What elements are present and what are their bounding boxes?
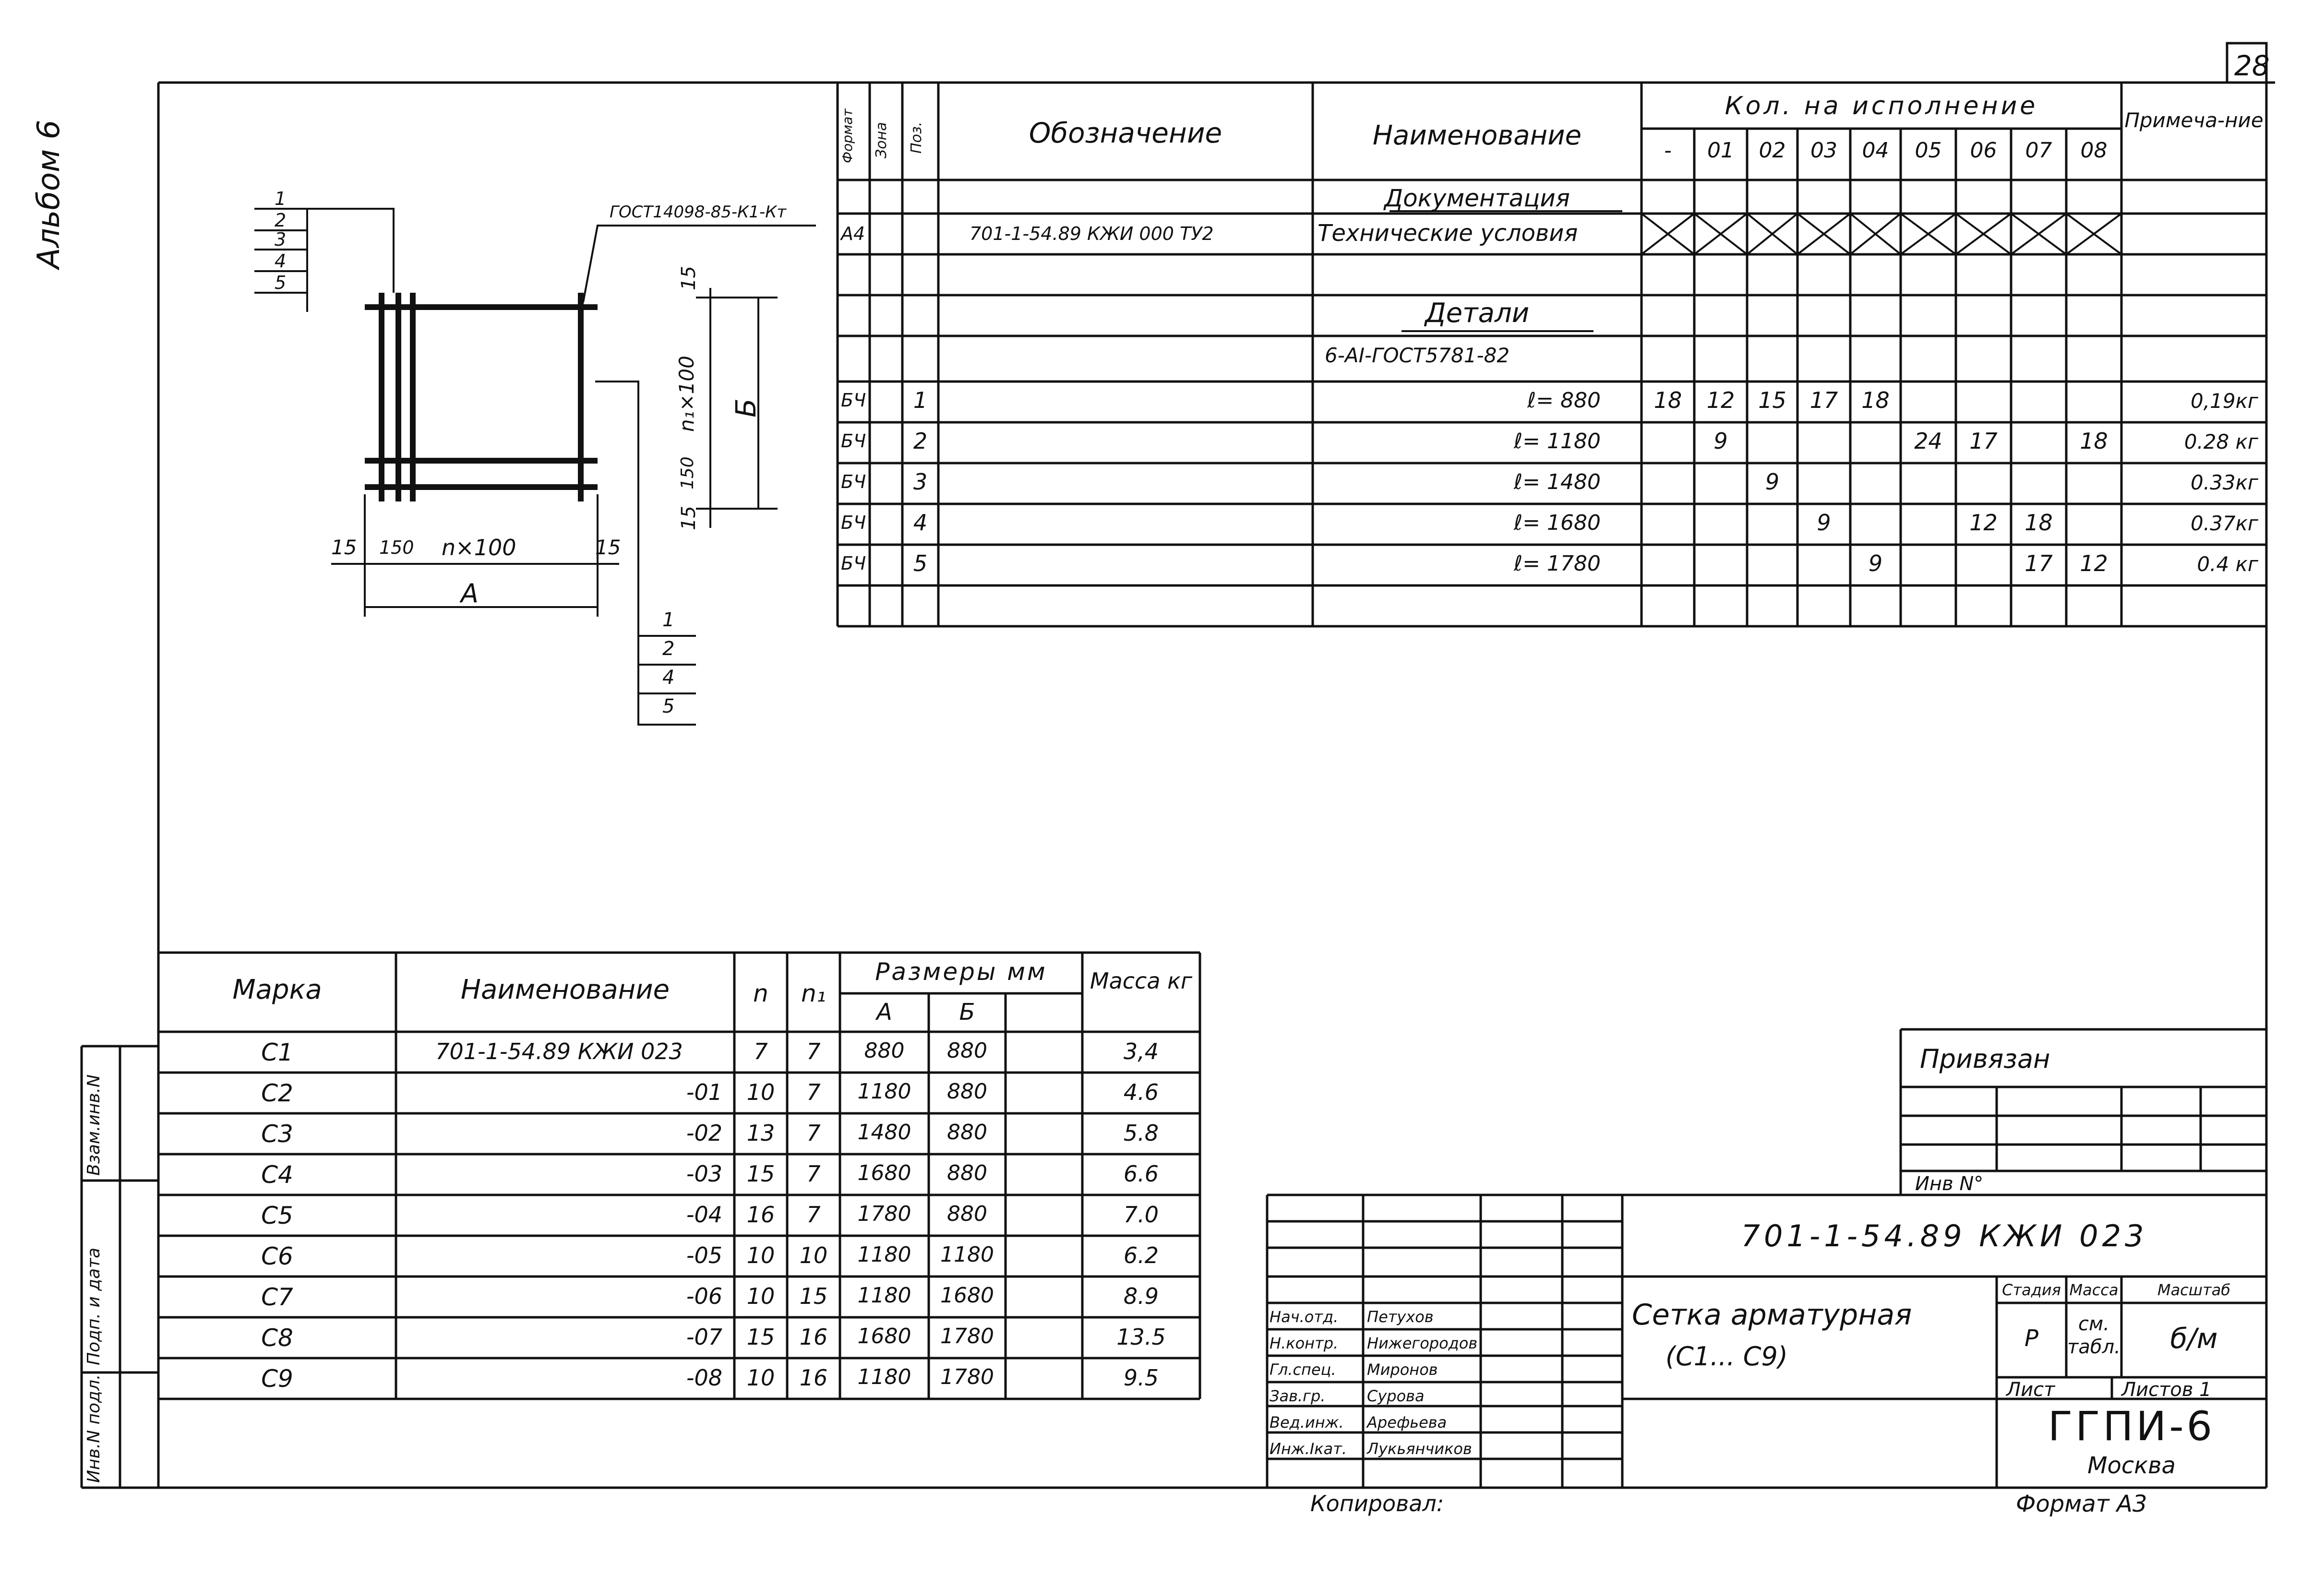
marks-row-n1: 7 — [806, 1120, 821, 1146]
marks-row-mass: 3,4 — [1123, 1038, 1159, 1064]
spec-row-format: БЧ — [841, 471, 866, 492]
marks-row-n: 15 — [746, 1324, 775, 1350]
signature-role: Н.контр. — [1270, 1334, 1339, 1352]
sheets-label: Листов 1 — [2121, 1379, 2212, 1401]
marks-row-mass: 6.6 — [1123, 1161, 1159, 1187]
marks-row-n1: 7 — [806, 1202, 821, 1228]
weld-reference: ГОСТ14098-85-К1-Кт — [610, 203, 787, 222]
stage-header: Стадия — [2002, 1281, 2061, 1299]
marks-row-name: -02 — [686, 1120, 722, 1146]
signature-name: Арефьева — [1367, 1413, 1447, 1432]
marks-row-a: 1180 — [857, 1365, 911, 1389]
marks-header-mark: Марка — [232, 974, 322, 1005]
spec-row-pos: 1 — [913, 387, 928, 413]
marks-row-b: 880 — [947, 1079, 987, 1104]
side-label-replace: Взам.инв.N — [84, 1074, 104, 1176]
signature-role: Зав.гр. — [1270, 1387, 1326, 1405]
marks-row-name: -06 — [686, 1283, 722, 1309]
marks-row-name: 701-1-54.89 КЖИ 023 — [435, 1038, 683, 1064]
spec-row-note: 0.37кг — [2191, 512, 2258, 535]
signature-name: Миронов — [1367, 1360, 1438, 1379]
spec-row-qty: 17 — [1809, 387, 1838, 413]
dim-15-bottom: 15 — [678, 506, 700, 530]
marks-row-a: 1680 — [857, 1161, 911, 1185]
variant-header-5: 05 — [1915, 138, 1942, 163]
marks-row-b: 880 — [947, 1202, 987, 1226]
marks-row-n: 10 — [746, 1283, 775, 1309]
marks-row-n: 10 — [746, 1242, 775, 1268]
marks-row-n1: 16 — [799, 1324, 828, 1350]
marks-header-b: Б — [959, 999, 975, 1026]
marks-row-n: 10 — [746, 1365, 775, 1391]
copied-label: Копировал: — [1310, 1491, 1444, 1516]
spec-row-format: БЧ — [841, 553, 866, 574]
spec-row-name: ℓ= 1680 — [1513, 511, 1601, 535]
marks-row-a: 1180 — [857, 1079, 911, 1104]
signature-role: Инж.Iкат. — [1270, 1440, 1347, 1458]
spec-row-note: 0.28 кг — [2184, 430, 2258, 453]
spec-row-qty: 24 — [1914, 428, 1942, 454]
marks-row-b: 1180 — [940, 1242, 994, 1267]
spec-row-qty: 18 — [2025, 510, 2053, 536]
leader-label-top: 3 — [275, 229, 287, 250]
spec-row-qty: 9 — [1765, 469, 1780, 495]
dim-n1x100: n₁×100 — [675, 356, 698, 432]
spec-row-format: БЧ — [841, 512, 866, 533]
signature-role: Нач.отд. — [1270, 1308, 1339, 1326]
marks-row-n1: 10 — [799, 1242, 828, 1268]
marks-header-mass: Масса кг — [1090, 968, 1193, 994]
album-label: Альбом 6 — [31, 119, 67, 269]
variant-header-3: 03 — [1810, 138, 1837, 163]
sheet-label: Лист — [2006, 1379, 2055, 1401]
variant-header-1: 01 — [1707, 138, 1734, 163]
marks-row-name: -04 — [686, 1202, 722, 1228]
spec-row-qty: 15 — [1758, 387, 1786, 413]
dim-15-left: 15 — [331, 536, 357, 559]
spec-row-qty: 12 — [2080, 550, 2108, 576]
dim-15-right: 15 — [595, 536, 621, 559]
marks-row-b: 1780 — [940, 1365, 994, 1389]
leader-label-top: 1 — [275, 188, 287, 209]
variant-header-2: 02 — [1759, 138, 1786, 163]
variant-header-6: 06 — [1970, 138, 1997, 163]
marks-row-n: 10 — [746, 1079, 775, 1105]
marks-row-n1: 7 — [806, 1161, 821, 1187]
spec-header-qty: Кол. на исполнение — [1725, 92, 2038, 120]
scale-value: б/м — [2170, 1322, 2218, 1355]
marks-row-n: 15 — [746, 1161, 775, 1187]
section-details: Детали — [1425, 298, 1530, 329]
side-label-sign: Подп. и дата — [84, 1247, 104, 1365]
spec-row-qty: 12 — [1969, 510, 1998, 536]
marks-header-name: Наименование — [460, 974, 670, 1005]
title-line-1: Сетка арматурная — [1632, 1298, 1912, 1332]
inv-no-label: Инв N° — [1915, 1173, 1984, 1195]
spec-row-qty: 9 — [1817, 510, 1831, 536]
marks-row-b: 880 — [947, 1120, 987, 1145]
privyazan-label: Привязан — [1920, 1044, 2050, 1074]
signature-name: Сурова — [1367, 1387, 1425, 1405]
marks-row-n1: 7 — [806, 1079, 821, 1105]
variant-header-7: 07 — [2025, 138, 2052, 163]
doc-row-designation: 701-1-54.89 КЖИ 000 ТУ2 — [970, 223, 1214, 244]
section-documentation: Документация — [1384, 184, 1570, 212]
variant-header-4: 04 — [1862, 138, 1889, 163]
marks-row-mark: С5 — [261, 1202, 293, 1229]
marks-row-a: 1680 — [857, 1324, 911, 1348]
marks-row-n1: 7 — [806, 1038, 821, 1064]
marks-row-name: -03 — [686, 1161, 722, 1187]
marks-row-mass: 6.2 — [1123, 1242, 1159, 1268]
marks-row-name: -08 — [686, 1365, 722, 1391]
spec-header-pos: Поз. — [908, 121, 925, 154]
spec-row-pos: 5 — [913, 550, 928, 576]
dim-b: Б — [730, 398, 762, 418]
leader-label-top: 2 — [275, 210, 287, 231]
spec-row-note: 0.33кг — [2191, 471, 2258, 494]
marks-row-n: 13 — [746, 1120, 775, 1146]
mass-value: см. табл. — [2067, 1313, 2120, 1358]
marks-row-mass: 5.8 — [1123, 1120, 1159, 1146]
spec-header-name: Наименование — [1372, 120, 1582, 151]
spec-row-format: БЧ — [841, 430, 866, 452]
format-label: Формат А3 — [2016, 1491, 2147, 1517]
marks-row-mass: 9.5 — [1123, 1365, 1159, 1391]
spec-row-name: ℓ= 1780 — [1513, 551, 1601, 576]
marks-row-mass: 4.6 — [1123, 1079, 1159, 1105]
marks-row-a: 1180 — [857, 1283, 911, 1308]
organization: ГГПИ-6 — [2048, 1403, 2216, 1450]
spec-row-name: ℓ= 1480 — [1513, 470, 1601, 494]
mass-header: Масса — [2069, 1281, 2119, 1299]
marks-header-sizes: Размеры мм — [875, 958, 1047, 986]
spec-row-note: 0,19кг — [2191, 389, 2258, 413]
marks-row-a: 1780 — [857, 1202, 911, 1226]
title-line-2: (С1... С9) — [1665, 1341, 1788, 1372]
dim-150-bottom: 150 — [678, 456, 697, 489]
marks-row-a: 1180 — [857, 1242, 911, 1267]
marks-row-a: 880 — [864, 1038, 905, 1063]
doc-row-name: Технические условия — [1318, 220, 1578, 247]
doc-row-format: А4 — [841, 223, 865, 244]
spec-header-note: Примеча-ние — [2124, 108, 2264, 132]
spec-row-name: ℓ= 880 — [1527, 388, 1601, 413]
spec-row-qty: 18 — [1653, 387, 1682, 413]
leader-label-bottom: 4 — [662, 667, 675, 689]
marks-header-a: А — [876, 999, 892, 1026]
variant-header-8: 08 — [2080, 138, 2108, 163]
spec-row-qty: 12 — [1706, 387, 1735, 413]
spec-header-zone: Зона — [873, 122, 890, 158]
spec-row-qty: 17 — [1969, 428, 1998, 454]
spec-header-designation: Обозначение — [1029, 117, 1222, 149]
signature-role: Гл.спец. — [1270, 1360, 1336, 1379]
marks-row-n: 16 — [746, 1202, 775, 1228]
spec-row-pos: 3 — [913, 469, 928, 495]
marks-row-name: -01 — [686, 1079, 722, 1105]
spec-row-qty: 9 — [1713, 428, 1728, 454]
leader-label-top: 5 — [275, 272, 287, 293]
spec-row-note: 0.4 кг — [2197, 552, 2258, 576]
leader-label-bottom: 5 — [662, 695, 675, 717]
marks-row-name: -07 — [686, 1324, 722, 1350]
sheet-number: 28 — [2234, 49, 2270, 82]
marks-row-mark: С1 — [261, 1038, 293, 1066]
marks-row-mark: С9 — [261, 1365, 293, 1393]
leader-label-bottom: 1 — [662, 609, 675, 631]
dim-nx100: n×100 — [442, 535, 516, 561]
leader-label-top: 4 — [275, 251, 287, 272]
marks-row-mass: 7.0 — [1123, 1202, 1159, 1228]
spec-row-qty: 9 — [1868, 550, 1883, 576]
spec-header-format: Формат — [839, 108, 855, 163]
marks-row-n: 7 — [754, 1038, 768, 1064]
marks-row-n1: 16 — [799, 1365, 828, 1391]
dim-15-top: 15 — [678, 266, 700, 290]
signature-role: Вед.инж. — [1270, 1413, 1344, 1432]
marks-row-b: 880 — [947, 1161, 987, 1185]
variant-header-0: - — [1664, 138, 1672, 163]
marks-header-n1: n₁ — [801, 979, 826, 1007]
marks-header-n: n — [753, 979, 768, 1007]
city: Москва — [2087, 1452, 2176, 1479]
scale-header: Масштаб — [2157, 1281, 2231, 1299]
signature-name: Лукьянчиков — [1367, 1440, 1472, 1458]
marks-row-mark: С8 — [261, 1324, 293, 1352]
marks-row-n1: 15 — [799, 1283, 828, 1309]
leader-label-bottom: 2 — [662, 638, 675, 660]
marks-row-name: -05 — [686, 1242, 722, 1268]
spec-row-qty: 17 — [2025, 550, 2053, 576]
marks-row-a: 1480 — [857, 1120, 911, 1145]
marks-row-mark: С2 — [261, 1079, 293, 1107]
spec-row-pos: 4 — [913, 510, 928, 536]
spec-row-qty: 18 — [2080, 428, 2108, 454]
marks-row-mass: 8.9 — [1123, 1283, 1159, 1309]
steel-grade: 6-АI-ГОСТ5781-82 — [1325, 344, 1510, 367]
signature-name: Нижегородов — [1367, 1334, 1478, 1352]
marks-row-mark: С6 — [261, 1242, 293, 1270]
stage-value: Р — [2025, 1325, 2038, 1352]
marks-row-mark: С7 — [261, 1283, 293, 1311]
signature-name: Петухов — [1367, 1308, 1434, 1326]
marks-row-b: 1680 — [940, 1283, 994, 1308]
dim-150-left: 150 — [379, 537, 414, 558]
marks-row-mass: 13.5 — [1116, 1324, 1166, 1350]
marks-row-mark: С3 — [261, 1120, 293, 1148]
spec-row-pos: 2 — [913, 428, 928, 454]
marks-row-b: 1780 — [940, 1324, 994, 1348]
dim-a: А — [461, 578, 479, 609]
spec-row-qty: 18 — [1861, 387, 1890, 413]
document-code: 701-1-54.89 КЖИ 023 — [1741, 1218, 2148, 1253]
spec-row-name: ℓ= 1180 — [1513, 429, 1601, 453]
spec-row-format: БЧ — [841, 390, 866, 411]
marks-row-b: 880 — [947, 1038, 987, 1063]
marks-row-mark: С4 — [261, 1161, 293, 1189]
side-label-inv: Инв.N подл. — [84, 1374, 104, 1483]
